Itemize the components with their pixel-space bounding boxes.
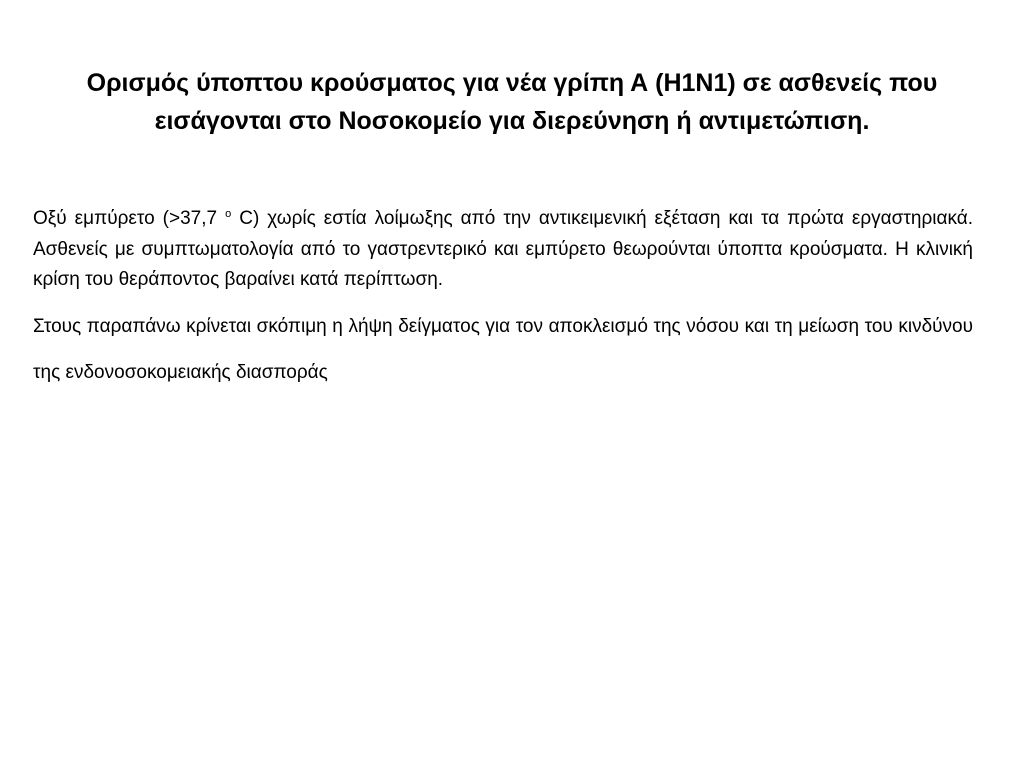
paragraph-fever-definition [33, 204, 973, 296]
paragraph-sampling: Στους παραπάνω κρίνεται σκόπιμη η λήψη δείγματος για τον αποκλεισμό της νόσου και τη μείωση του κινδύνου της ενδονοσοκομειακής διασποράς [33, 315, 973, 383]
slide-body [33, 204, 973, 396]
degree-superscript: ο [225, 208, 232, 220]
paragraph-text-start: Οξύ εμπύρετο (>37,7 [33, 208, 226, 229]
paragraph-text-end: C) χωρίς εστία λοίμωξης από την αντικειμενική εξέταση και τα πρώτα εργαστηριακά. Ασθενείς με συμπτωματολογία από το γαστρεντερικό και εμπύρετο θεωρούνται ύποπτα κρούσματα. Η κλινική κρίση του θεράποντος βαραίνει κατά περίπτωση. [33, 208, 973, 290]
slide-title: Ορισμός ύποπτου κρούσματος για νέα γρίπη Α (H1N1) σε ασθενείς που εισάγονται στο Νοσοκομείο για διερεύνηση ή αντιμετώπιση. [86, 69, 938, 135]
